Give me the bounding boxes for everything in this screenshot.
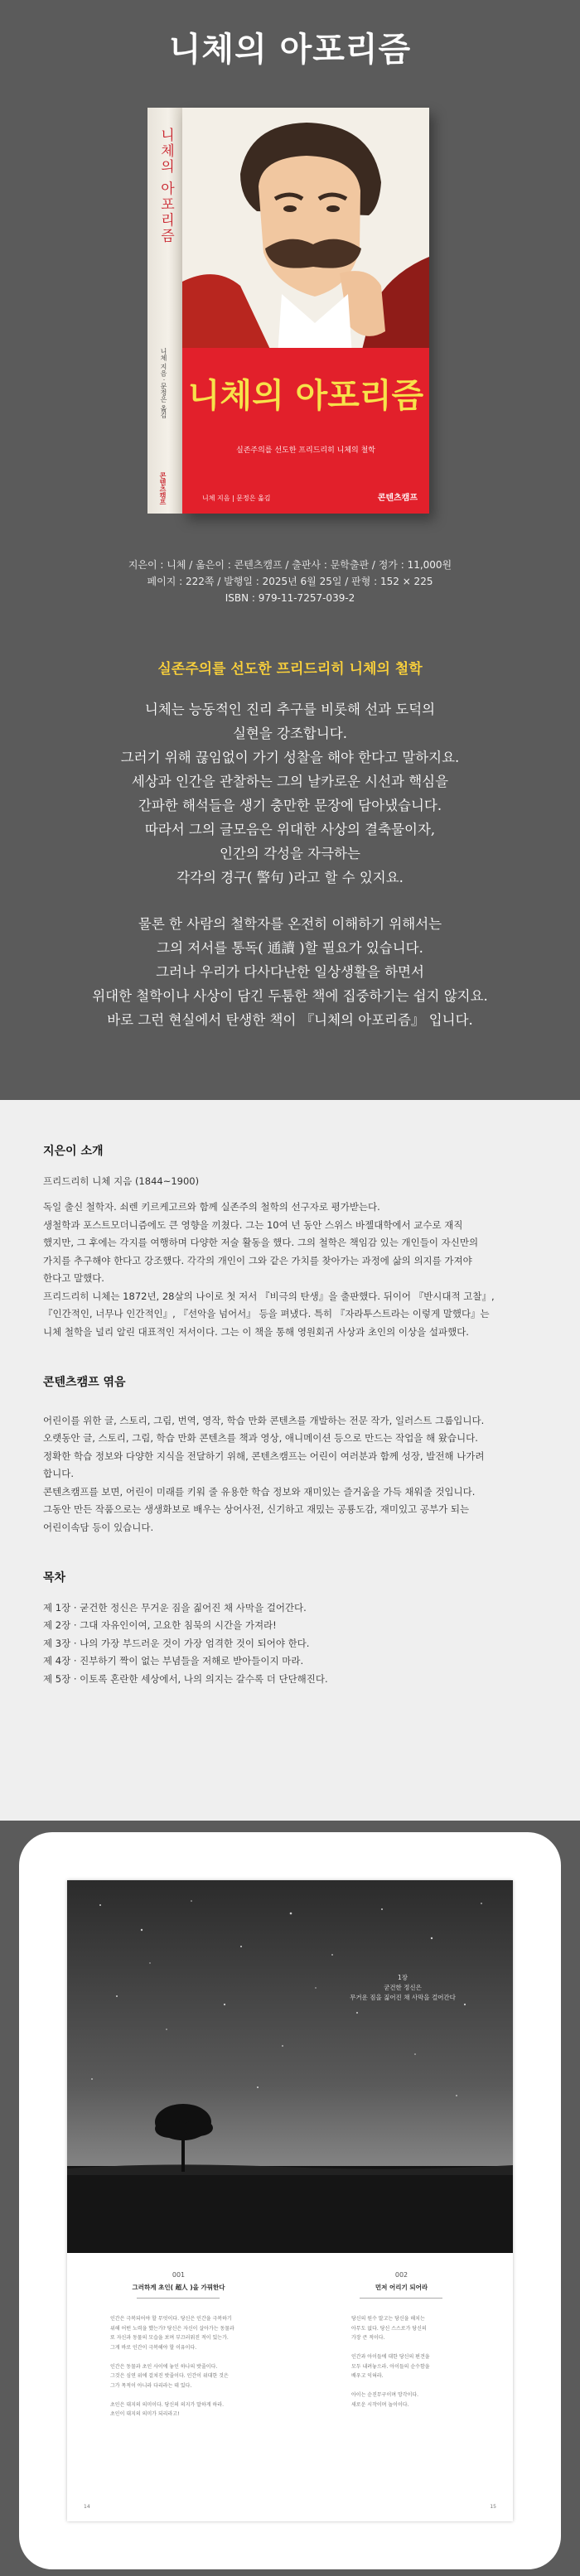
chapter-number: 1장	[397, 1974, 408, 1981]
book-front	[182, 108, 429, 514]
intro-line: 위대한 철학이나 사상이 담긴 두툼한 책에 집중하기는 쉽지 않지요.	[92, 988, 488, 1004]
text-line: 배우고 익혀라.	[351, 2373, 384, 2379]
text-line: 아무도 없다. 당신 스스로가 당신의	[351, 2325, 427, 2332]
right-page-text	[351, 2314, 430, 2410]
left-page-text	[110, 2314, 234, 2419]
toc-item: 제 4장 · 진부하기 짝이 없는 부념들을 저해로 받아들이지 마라.	[43, 1655, 304, 1667]
text-line	[351, 2343, 430, 2353]
intro-line: 따라서 그의 글모음은 위대한 사상의 결축물이자,	[144, 822, 436, 837]
text-line: 당신의 원수 말고는 당신을 해치는	[351, 2316, 425, 2322]
chapter-line: 굳건한 정신은	[384, 1984, 422, 1991]
book-spine	[147, 108, 182, 514]
left-page-number: 14	[84, 2504, 90, 2510]
translator-section	[43, 1374, 537, 1536]
text-line: 초인이 대지의 의미가 되리라고!	[110, 2411, 180, 2417]
toc-heading: 목차	[43, 1571, 66, 1585]
intro-line: 간파한 해석들을 생기 충만한 문장에 담아냈습니다.	[138, 798, 442, 813]
chapter-title	[341, 1973, 465, 2003]
author-name: 프리드리히 니체 지음 (1844~1900)	[43, 1175, 200, 1187]
intro-line: 각각의 경구( 警句 )라고 할 수 있지요.	[176, 870, 404, 885]
cover-subtitle: 실존주의를 선도한 프리드리히 니체의 철학	[236, 446, 375, 455]
author-bio-line: 『인간적인, 너무나 인간적인』, 『선악을 넘어서』 등을 펴냈다. 특히 『자라투스트라는 이렇게 말했다』는	[43, 1308, 490, 1319]
intro-text	[0, 697, 580, 1054]
author-bio-line: 가치를 추구해야 한다고 강조했다. 각각의 개인이 그와 같은 가치를 찾아가는 과정에 삶의 의지를 가져야	[43, 1254, 472, 1266]
translator-line: 어린이속담 등이 있습니다.	[43, 1521, 154, 1533]
intro-line: 니체는 능동적인 진리 추구를 비롯해 선과 도덕의	[144, 702, 436, 717]
toc-item: 제 2장 · 그대 자유인이여, 고요한 침묵의 시간을 가져라!	[43, 1619, 277, 1631]
cover-author: 니체 지음 | 문정은 옮김	[202, 494, 271, 502]
intro-paragraph-2	[0, 912, 580, 1032]
book-cover	[147, 108, 429, 514]
divider	[360, 2298, 442, 2299]
book-meta	[0, 557, 580, 606]
text-line: 그것은 심연 위에 걸쳐진 밧줄이다. 인간이 위대한 것은	[110, 2373, 229, 2379]
cover-title: 니체의 아포리즘	[187, 376, 424, 415]
toc-item: 제 3장 · 나의 가장 부드러운 것이 가장 엄격한 것이 되어야 한다.	[43, 1637, 310, 1649]
intro-line: 인간의 각성을 자극하는	[220, 846, 360, 861]
author-bio-line: 독일 출신 철학자. 쇠렌 키르케고르와 함께 실존주의 철학의 선구자로 평가받는다.	[43, 1201, 380, 1213]
translator-line: 어린이를 위한 글, 스토리, 그림, 번역, 영작, 학습 만화 콘텐츠를 개발하는 전문 작가, 일러스트 그룹입니다.	[43, 1414, 485, 1426]
text-line: 위해 어떤 노력을 했는가? 당신은 자신이 살아가는 동물과	[110, 2325, 234, 2332]
text-line: 그게 바로 인간이 극복해야 할 이유이다.	[110, 2344, 197, 2351]
nietzsche-portrait-illustration	[182, 108, 429, 356]
starry-night-tree-photo	[67, 1880, 513, 2253]
text-line: 새로운 시작이며 놀이이다.	[351, 2401, 409, 2408]
spine-title: 니체의 아포리즘	[157, 128, 174, 244]
translator-line: 정확한 학습 정보와 다양한 지식을 전달하기 위해, 콘텐츠캠프는 어린이 여러분과 함께 성장, 발전해 나가려	[43, 1450, 485, 1462]
page-title: 니체의 아포리즘	[168, 31, 412, 69]
text-line: 인간은 극복되어야 할 무엇이다. 당신은 인간을 극복하기	[110, 2316, 232, 2322]
text-line	[110, 2390, 234, 2400]
meta-line-1: 지은이 : 니체 / 옮은이 : 콘텐츠캠프 / 출판사 : 문학출판 / 정가 : 11,000원	[128, 559, 452, 571]
left-section-number: 001	[172, 2271, 186, 2279]
intro-line: 실현을 강조합니다.	[232, 726, 347, 741]
intro-line: 그의 저서를 통독( 通讀 )할 필요가 있습니다.	[157, 940, 423, 956]
intro-line: 세상과 인간을 관찰하는 그의 날카로운 시선과 핵심을	[131, 774, 449, 789]
text-line: 인간과 아이들에 대한 당신의 편견을	[351, 2354, 430, 2360]
author-bio-line: 니체 철학을 널리 알린 대표적인 저서이다. 그는 이 책을 통해 영원회귀 사상과 초인의 이상을 설파했다.	[43, 1325, 469, 1338]
toc-item: 제 5장 · 이토록 혼란한 세상에서, 나의 의지는 갈수록 더 단단해진다.	[43, 1672, 328, 1685]
text-line: 인간은 동물과 초인 사이에 놓인 하나의 밧줄이다.	[110, 2363, 218, 2370]
translator-line: 콘텐츠캠프를 보면, 어린이 미래를 키워 줄 유용한 학습 정보와 재미있는 즐거움을 가득 채워줄 것입니다.	[43, 1485, 476, 1498]
translator-line: 합니다.	[43, 1468, 74, 1479]
text-line: 그가 목적이 아니라 다리라는 데 있다.	[110, 2382, 192, 2389]
chapter-line: 무거운 짐을 짊어진 채 사막을 걸어간다	[350, 1994, 456, 2001]
intro-line: 물론 한 사람의 철학자를 온전히 이해하기 위해서는	[138, 916, 442, 932]
info-section	[0, 1100, 580, 1821]
right-section-heading: 먼저 어리기 되어라	[375, 2284, 428, 2291]
right-page-number: 15	[490, 2504, 496, 2510]
book-spread-preview	[67, 1880, 513, 2521]
author-bio-line: 프리드리히 니체는 1872년, 28살의 나이로 첫 저서 『비극의 탄생』을 출판했다. 뒤이어 『반시대적 고찰』,	[43, 1290, 495, 1302]
meta-line-3: ISBN : 979-11-7257-039-2	[225, 592, 355, 604]
intro-line: 그러나 우리가 다사다난한 일상생활을 하면서	[156, 964, 424, 980]
cover-publisher: 콘텐츠캠프	[377, 494, 418, 503]
left-section-heading: 그러하게 초인( 超人 )을 가꿔한다	[132, 2284, 225, 2291]
translator-line: 그동안 만든 작품으로는 생생화보로 배우는 상어사전, 신기하고 재밌는 공룡도감, 재미있고 공부가 되는	[43, 1503, 470, 1515]
translator-line: 오랫동안 글, 스토리, 그림, 학습 만화 콘텐츠를 책과 영상, 애니메이션 등으로 만드는 작업을 해 왔습니다.	[43, 1432, 478, 1444]
translator-heading: 콘텐츠캠프 엮음	[43, 1376, 126, 1389]
text-line	[351, 2381, 430, 2391]
text-line: 가장 큰 적이다.	[351, 2335, 385, 2341]
text-line: 또 자신과 동물의 모습을 보며 부끄러워진 적이 있는가.	[110, 2335, 229, 2341]
toc-section	[43, 1570, 537, 1688]
author-heading: 지은이 소개	[43, 1145, 104, 1158]
spine-author: 니체 지음 · 문정은 옮김	[160, 348, 167, 418]
author-section	[43, 1143, 537, 1341]
right-section-number: 002	[394, 2271, 408, 2279]
meta-line-2: 페이지 : 222쪽 / 발행일 : 2025년 6월 25일 / 판형 : 152 × 225	[147, 576, 433, 587]
intro-paragraph-1	[0, 697, 580, 890]
author-bio-line: 했지만, 그 후에는 각지를 여행하며 다양한 저술 활동을 했다. 그의 철학은 책임감 있는 개인들이 자신만의	[43, 1237, 479, 1248]
text-line: 모두 내려놓으라. 아이들의 순수함을	[351, 2363, 430, 2370]
text-line	[110, 2352, 234, 2362]
text-line: 아이는 순진무구이며 망각이다.	[351, 2392, 419, 2398]
intro-line: 바로 그런 현실에서 탄생한 책이 『니체의 아포리즘』 입니다.	[107, 1012, 473, 1028]
divider	[137, 2298, 220, 2299]
toc-item: 제 1장 · 굳건한 정신은 무거운 짐을 짊어진 채 사막을 걸어간다.	[43, 1601, 307, 1614]
tablet-frame	[19, 1832, 561, 2569]
text-line: 초인은 대지의 의미이다. 당신의 의지가 말하게 하라.	[110, 2401, 224, 2408]
tagline: 실존주의를 선도한 프리드리히 니체의 철학	[157, 661, 423, 678]
intro-line: 그러기 위해 끊임없이 가기 성찰을 해야 한다고 말하지요.	[120, 750, 460, 765]
left-page	[67, 2260, 290, 2521]
author-bio-line: 한다고 말했다.	[43, 1272, 104, 1284]
right-page	[290, 2260, 513, 2521]
author-bio-line: 생철학과 포스트모더니즘에도 큰 영향을 끼쳤다. 그는 10여 년 동안 스위스 바젤대학에서 교수로 재직	[43, 1218, 463, 1231]
spine-publisher: 콘텐츠캠프	[159, 472, 167, 505]
